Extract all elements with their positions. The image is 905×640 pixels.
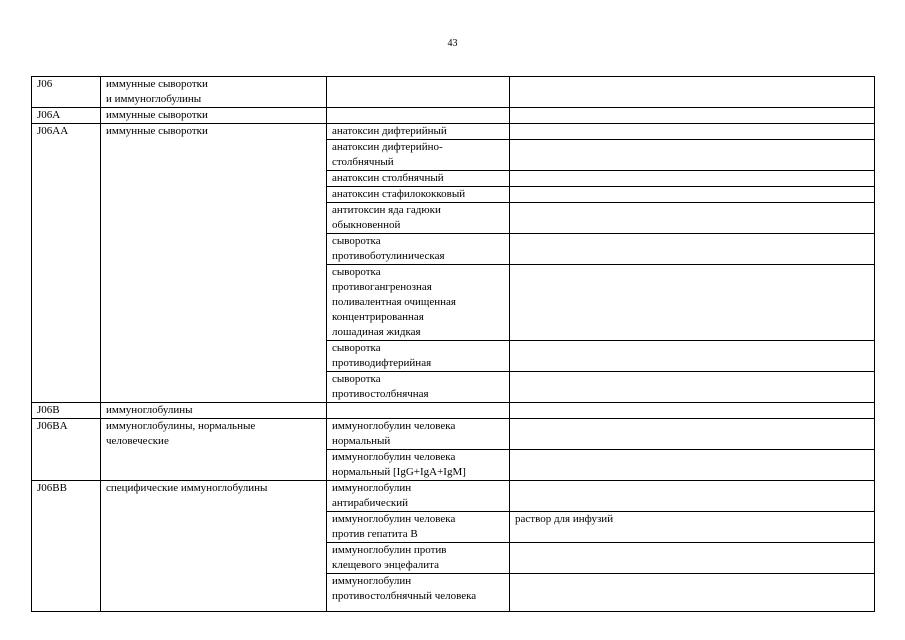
dosage-form <box>510 140 875 171</box>
atc-code: J06BB <box>32 481 101 612</box>
dosage-form <box>510 341 875 372</box>
page-number: 43 <box>447 38 458 49</box>
table-row <box>32 77 875 108</box>
drug-name: иммуноглобулин против клещевого энцефалита <box>327 543 510 574</box>
drug-name: иммуноглобулин человека против гепатита B <box>327 512 510 543</box>
drug-classification-table <box>31 76 875 612</box>
group-name: иммуноглобулины <box>101 403 327 419</box>
drug-name: анатоксин стафилококковый <box>327 187 510 203</box>
atc-code: J06B <box>32 403 101 419</box>
dosage-form: раствор для инфузий <box>510 512 875 543</box>
table-row <box>32 419 875 450</box>
dosage-form <box>510 171 875 187</box>
dosage-form <box>510 574 875 612</box>
dosage-form <box>510 450 875 481</box>
dosage-form <box>510 403 875 419</box>
atc-code: J06 <box>32 77 101 108</box>
drug-name: анатоксин дифтерийно- столбнячный <box>327 140 510 171</box>
drug-name: сыворотка противостолбнячная <box>327 372 510 403</box>
group-name: иммунные сыворотки и иммуноглобулины <box>101 77 327 108</box>
drug-name: иммуноглобулин противостолбнячный человека <box>327 574 510 612</box>
dosage-form <box>510 187 875 203</box>
drug-name: иммуноглобулин человека нормальный [IgG+IgA+IgM] <box>327 450 510 481</box>
dosage-form <box>510 124 875 140</box>
table-row <box>32 108 875 124</box>
drug-name: иммуноглобулин антирабический <box>327 481 510 512</box>
dosage-form <box>510 481 875 512</box>
drug-name <box>327 403 510 419</box>
drug-name: анатоксин столбнячный <box>327 171 510 187</box>
drug-name: сыворотка противодифтерийная <box>327 341 510 372</box>
dosage-form <box>510 372 875 403</box>
group-name: иммунные сыворотки <box>101 124 327 403</box>
group-name: иммунные сыворотки <box>101 108 327 124</box>
dosage-form <box>510 265 875 341</box>
drug-name: иммуноглобулин человека нормальный <box>327 419 510 450</box>
drug-name: сыворотка противогангренозная поливалентная очищенная концентрированная лошадиная жидкая <box>327 265 510 341</box>
table-row <box>32 124 875 140</box>
drug-name <box>327 108 510 124</box>
table-row <box>32 403 875 419</box>
drug-name: антитоксин яда гадюки обыкновенной <box>327 203 510 234</box>
group-name: иммуноглобулины, нормальные человеческие <box>101 419 327 481</box>
group-name: специфические иммуноглобулины <box>101 481 327 612</box>
dosage-form <box>510 419 875 450</box>
table-row <box>32 481 875 512</box>
dosage-form <box>510 234 875 265</box>
dosage-form <box>510 108 875 124</box>
drug-name <box>327 77 510 108</box>
atc-code: J06A <box>32 108 101 124</box>
dosage-form <box>510 77 875 108</box>
dosage-form <box>510 543 875 574</box>
drug-name: анатоксин дифтерийный <box>327 124 510 140</box>
atc-code: J06BA <box>32 419 101 481</box>
drug-name: сыворотка противоботулиническая <box>327 234 510 265</box>
atc-code: J06AA <box>32 124 101 403</box>
dosage-form <box>510 203 875 234</box>
